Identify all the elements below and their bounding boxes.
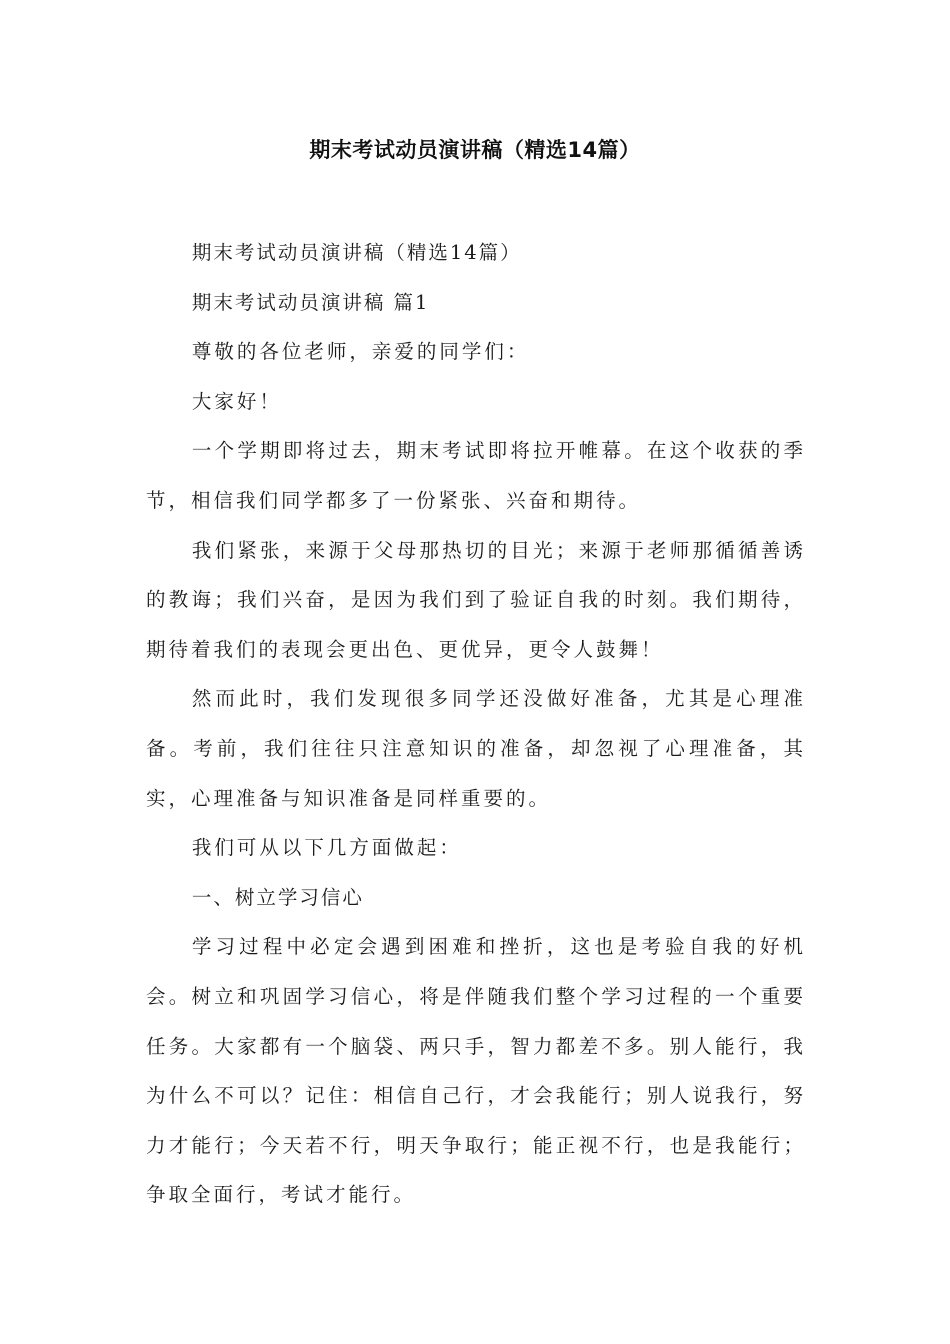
paragraph-section-heading: 期末考试动员演讲稿 篇1	[191, 290, 430, 314]
paragraph-point-heading: 一、树立学习信心	[191, 885, 364, 909]
paragraph-body: 我们紧张，来源于父母那热切的目光；来源于老师那循循善诱的教诲；我们兴奋，是因为我们到了验证自我的时刻。我们期待，期待着我们的表现会更出色、更优异，更令人鼓舞！	[146, 538, 806, 661]
paragraph-body: 一个学期即将过去，期末考试即将拉开帷幕。在这个收获的季节，相信我们同学都多了一份紧张、兴奋和期待。	[146, 439, 806, 512]
document-body	[146, 228, 806, 1220]
paragraph-body: 然而此时，我们发现很多同学还没做好准备，尤其是心理准备。考前，我们往往只注意知识的准备，却忽视了心理准备，其实，心理准备与知识准备是同样重要的。	[146, 687, 806, 810]
document-title: 期末考试动员演讲稿（精选14篇）	[309, 138, 641, 162]
paragraph-salutation: 尊敬的各位老师，亲爱的同学们：	[191, 340, 530, 364]
paragraph-body: 我们可从以下几方面做起：	[191, 836, 462, 860]
paragraph-body: 学习过程中必定会遇到困难和挫折，这也是考验自我的好机会。树立和巩固学习信心，将是伴随我们整个学习过程的一个重要任务。大家都有一个脑袋、两只手，智力都差不多。别人能行，我为什么不可以？记住：相信自己行，才会我能行；别人说我行，努力才能行；今天若不行，明天争取行；能正视不行，也是我能行；争取全面行，考试才能行。	[146, 935, 806, 1207]
paragraph-greeting: 大家好！	[191, 389, 282, 413]
paragraph-subtitle: 期末考试动员演讲稿（精选14篇）	[191, 241, 522, 264]
